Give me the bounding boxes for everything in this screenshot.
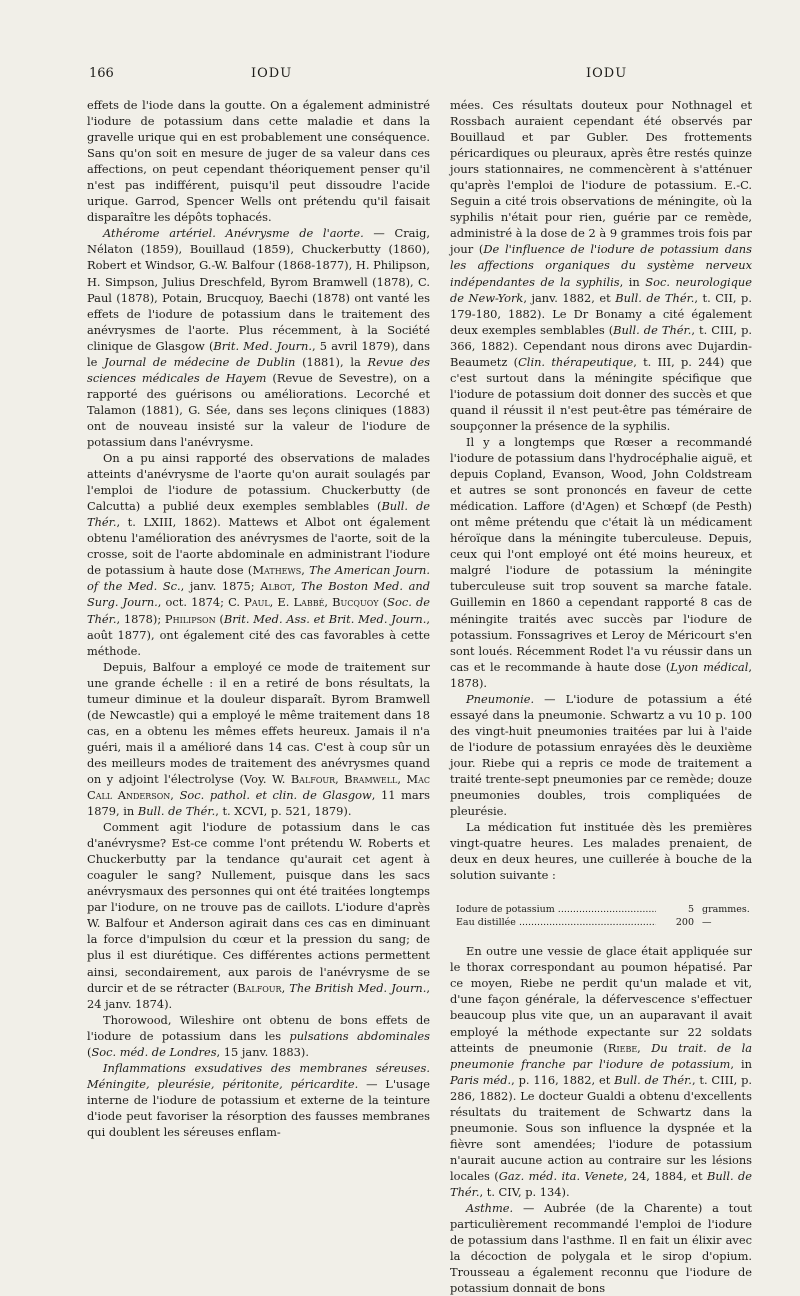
section-heading: Inflammations exsudatives des membranes séreuses. Méningite, pleurésie, péritonite, péricardite. (87, 1060, 430, 1091)
paragraph-pneumonie: Pneumonie. — L'iodure de potassium a été essayé dans la pneumonie. Schwartz a vu 10 p. 100 des vingt-huit pneumonies traitées par lui à l'aide de l'iodure de potassium enrayées dès le deuxième jour. Riebe qui a repris ce mode de traitement a traité trente-sept pneumonies par ce remède; douze pneumonies doubles, trois compliquées de pleurésie. (450, 691, 752, 819)
page-number: 166 (89, 66, 114, 81)
formula-ingredient: Eau distillée ..... (456, 916, 656, 929)
section-heading: Athérome artériel. Anévrysme de l'aorte. (103, 226, 364, 241)
formula-block (456, 903, 752, 929)
paragraph-observations: On a pu ainsi rapporté des observations de malades atteints d'anévrysme de l'aorte qu'on aurait soulagés par l'emploi de l'iodure de potassium. Chuckerbutty (de Calcutta) a publié deux exemples semblables (Bull. de Thér., t. LXIII, 1862). Mattews et Albot ont également obtenu l'amélioration des anévrysmes de l'aorte, soit de la crosse, soit de l'aorte abdominale en administrant l'iodure de potassium à haute dose (Mathews, The American Journ. of the Med. Sc., janv. 1875; Albot, The Boston Med. and Surg. Journ., oct. 1874; C. Paul, E. Labbé, Bucquoy (Soc. de Thér., 1878); Philipson (Brit. Med. Ass. et Brit. Med. Journ., août 1877), ont également cité des cas favorables à cette méthode. (87, 451, 430, 658)
right-column (450, 97, 752, 1296)
formula-unit: grammes. (702, 904, 750, 916)
paragraph-balfour: Depuis, Balfour a employé ce mode de traitement sur une grande échelle : il en a retiré de bons résultats, la tumeur diminue et la douleur disparaît. Byrom Bramwell (de Newcastle) qui a employé le même traitement dans 18 cas, en a obtenu les mêmes effets heureux. Jamais il n'a guéri, mais il a amélioré dans 14 cas. C'est à coup sûr un des meilleurs modes de traitement des anévrysmes quand on y adjoint l'électrolyse (Voy. W. Balfour, Bramwell, Mac Call Anderson, Soc. pathol. et clin. de Glasgow, 11 mars 1879, in Bull. de Thér., t. XCVI, p. 521, 1879). (87, 659, 431, 819)
paragraph-membranes: mées. Ces résultats douteux pour Nothnagel et Rossbach auraient cependant été observés par Bouillaud et par Gubler. Des frottements péricardiques ou pleuraux, après être restés quinze jours stationnaires, ne commencèrent à s'atténuer qu'après l'emploi de l'iodure de potassium. E.-C. Seguin a cité trois observations de méningite, où la syphilis n'était pour rien, guérie par ce remède, administré à la dose de 2 à 9 grammes trois fois par jour (De l'influence de l'iodure de potassium dans les affections organiques du système nerveux indépendantes de la syphilis, in Soc. neurologique de New-York, janv. 1882, et Bull. de Thér., t. CII, p. 179-180, 1882). Le Dr Bonamy a cité également deux exemples semblables (Bull. de Thér., t. CIII, p. 366, 1882). Cependant nous dirons avec Dujardin-Beaumetz (Clin. thérapeutique, t. III, p. 244) que c'est surtout dans la méningite spécifique que l'iodure de potassium doit donner des succès et que quand il réussit il n'est peut-être pas téméraire de soupçonner la présence de la syphilis. (450, 98, 752, 433)
paragraph-riebe: En outre une vessie de glace était appliquée sur le thorax correspondant au poumon hépatisé. Par ce moyen, Riebe ne perdit qu'un malade et vit, d'une façon générale, la défervescence s'effectuer beaucoup plus vite que, un an auparavant il avait employé la méthode expectante sur 22 soldats atteints de pneumonie (Riebe, Du trait. de la pneumonie franche par l'iodure de potassium, in Paris méd., p. 116, 1882, et Bull. de Thér., t. CIII, p. 286, 1882). Le docteur Gualdi a obtenu d'excellents résultats du traitement de Schwartz dans la pneumonie. Sous son influence la dyspnée et la fièvre sont amendées; l'iodure de potassium n'aurait aucune action au contraire sur les lésions locales (Gaz. méd. ita. Venete, 24, 1884, et Bull. de Thér., t. CIV, p. 134). (450, 944, 753, 1199)
formula-quantity: 5 (687, 904, 694, 916)
paragraph-pulsations: Thorowood, Wileshire ont obtenu de bons effets de l'iodure de potassium dans les pulsations abdominales (Soc. méd. de Londres, 15 janv. 1883). (87, 1012, 430, 1059)
paragraph-aneurysm-aorta: Athérome artériel. Anévrysme de l'aorte. — Craig, Nélaton (1859), Bouillaud (1859), Chuckerbutty (1860), Robert et Windsor, G.-W. Balfour (1868-1877), H. Philipson, H. Simpson, Julius Dreschfeld, Byrom Bramwell (1878), C. Paul (1878), Potain, Brucquoy, Baechi (1878) ont vanté les effets de l'iodure de potassium dans le traitement des anévrysmes de l'aorte. Plus récemment, à la Société clinique de Glasgow (Brit. Med. Journ., 5 avril 1879), dans le Journal de médecine de Dublin (1881), la Revue des sciences médicales de Hayem (Revue de Sevestre), on a rapporté des guérisons ou améliorations. Lecorché et Talamon (1881), G. Sée, dans ses leçons cliniques (1883) ont de nouveau insisté sur la valeur de l'iodure de potassium dans l'anévrysme. (87, 226, 430, 449)
formula-row (456, 903, 752, 916)
paragraph-inflammations: Inflammations exsudatives des membranes séreuses. Méningite, pleurésie, péritonite, péricardite. — L'usage interne de l'iodure de potassium et externe de la teinture d'iode peut favoriser la résorption des fausses membranes qui doublent les séreuses enflam- (87, 1060, 430, 1139)
paragraph-goutte: effets de l'iode dans la goutte. On a également administré l'iodure de potassium dans cette maladie et dans la gravelle urique qui en est probablement une conséquence. Sans qu'on soit en mesure de juger de sa valeur dans ces affections, on peut cependant théoriquement penser qu'il n'est pas indifférent, puisqu'il peut dissoudre l'acide urique. Garrod, Spencer Wells ont prétendu qu'il faisait disparaître les dépôts tophacés. (87, 98, 430, 225)
left-column (87, 97, 430, 1140)
running-title-left: IODU (251, 66, 293, 81)
section-heading: Pneumonie. (466, 691, 535, 706)
paragraph-medication: La médication fut instituée dès les premières vingt-quatre heures. Les malades prenaient, de deux en deux heures, une cuillerée à bouche de la solution suivante : (450, 820, 752, 883)
page-header (0, 66, 800, 86)
section-heading: Asthme. (466, 1201, 514, 1216)
running-title-right: IODU (586, 66, 628, 81)
paragraph-asthme: Asthme. — Aubrée (de la Charente) a tout particulièrement recommandé l'emploi de l'iodure de potassium dans l'asthme. Il en fait un élixir avec la décoction de polygala et le sirop d'opium. Trousseau a également reconnu que l'iodure de potassium donnait de bons (450, 1201, 752, 1296)
formula-row (456, 916, 752, 929)
paragraph-hydrocephalie: Il y a longtemps que Rœser a recommandé l'iodure de potassium dans l'hydrocéphalie aiguë, et depuis Copland, Evanson, Wood, John Coldstream et autres se sont prononcés en faveur de cette médication. Laffore (d'Agen) et Schœpf (de Pesth) ont même prétendu que c'était là un médicament héroïque dans la méningite tuberculeuse. Depuis, ceux qui l'ont employé ont été moins heureux, et malgré l'iodure de potassium la méningite tuberculeuse suit trop souvent sa marche fatale. Guillemin en 1860 a cependant rapporté 8 cas de méningite traités avec succès par l'iodure de potassium. Fonssagrives et Leroy de Méricourt s'en sont loués. Récemment Rodet l'a vu réussir dans un cas et le recommande à haute dose (Lyon médical, 1878). (450, 434, 752, 690)
formula-unit: — (702, 917, 712, 929)
formula-ingredient: Iodure de potassium ..... (456, 903, 656, 916)
formula-quantity: 200 (675, 917, 694, 929)
paragraph-mechanism: Comment agit l'iodure de potassium dans le cas d'anévrysme? Est-ce comme l'ont prétendu W. Roberts et Chuckerbutty par la tendance qu'aurait cet agent à coaguler le sang? Nullement, puisque dans les sacs anévrysmaux des personnes qui ont été traitées longtemps par l'iodure, on ne trouve pas de caillots. L'iodure d'après W. Balfour et Anderson agirait dans ces cas en diminuant la force d'impulsion du cœur et la pression du sang; de plus il est diurétique. Ces différentes actions permettent ainsi, secondairement, aux parois de l'anévrysme de se durcir et de se rétracter (Balfour, The British Med. Journ., 24 janv. 1874). (87, 820, 430, 1011)
